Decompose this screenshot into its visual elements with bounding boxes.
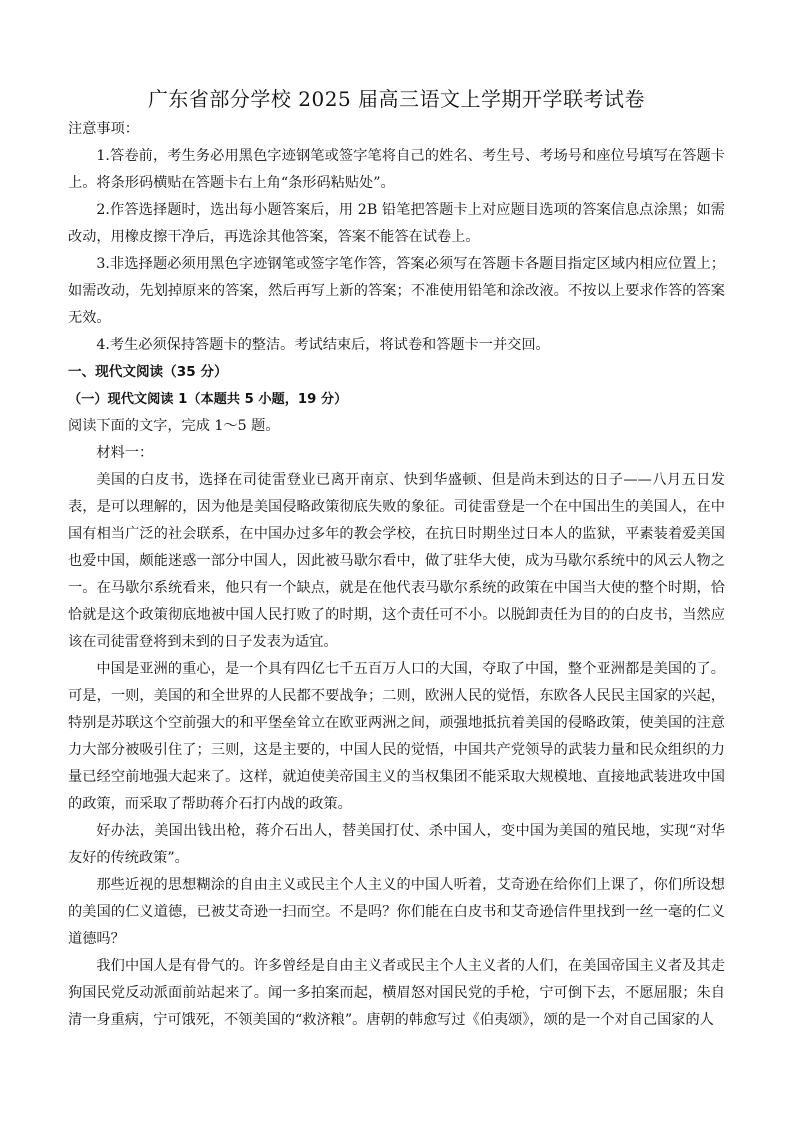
passage-paragraph: 好办法，美国出钱出枪，蒋介石出人，替美国打仗、杀中国人，变中国为美国的殖民地，实现“对华友好的传统政策”。: [68, 823, 725, 866]
note-item: 4.考生必须保持答题卡的整洁。考试结束后，将试卷和答题卡一并交回。: [96, 337, 550, 353]
reading-instruction: 阅读下面的文字，完成 1～5 题。: [68, 418, 280, 434]
passage-paragraph: 那些近视的思想糊涂的自由主义或民主个人主义的中国人听着，艾奇逊在给你们上课了，你们所设想的美国的仁义道德，已被艾奇逊一扫而空。不是吗？你们能在白皮书和艾奇逊信件里找到一丝一毫的仁义道德吗？: [68, 877, 725, 947]
section-heading: 一、现代文阅读（35 分）: [68, 364, 228, 380]
passage-paragraph: 美国的白皮书，选择在司徒雷登业已离开南京、快到华盛顿、但是尚未到达的日子——八月五日发表，是可以理解的，因为他是美国侵略政策彻底失败的象征。司徒雷登是一个在中国出生的美国人，在中国有相当广泛的社会联系，在中国办过多年的教会学校，在抗日时期坐过日本人的监狱，平素装着爱美国也爱中国，颇能迷惑一部分中国人，因此被马歇尔看中，做了驻华大使，成为马歇尔系统中的风云人物之一。在马歇尔系统看来，他只有一个缺点，就是在他代表马歇尔系统的政策在中国当大使的整个时期，恰恰就是这个政策彻底地被中国人民打败了的时期，这个责任可不小。以脱卸责任为目的的白皮书，当然应该在司徒雷登将到未到的日子发表为适宜。: [68, 472, 725, 650]
notes-heading: 注意事项：: [68, 121, 139, 137]
material-label: 材料一：: [96, 445, 154, 461]
exam-title: 广东省部分学校 2025 届高三语文上学期开学联考试卷: [147, 87, 646, 111]
passage-paragraph: 中国是亚洲的重心，是一个具有四亿七千五百万人口的大国，夺取了中国，整个亚洲都是美国的了。可是，一则，美国的和全世界的人民都不要战争；二则，欧洲人民的觉悟，东欧各人民民主国家的兴起，特别是苏联这个空前强大的和平堡垒耸立在欧亚两洲之间，顽强地抵抗着美国的侵略政策，使美国的注意力大部分被吸引住了；三则，这是主要的，中国人民的觉悟，中国共产党领导的武装力量和民众组织的力量已经空前地强大起来了。这样，就迫使美帝国主义的当权集团不能采取大规模地、直接地武装进攻中国的政策，而采取了帮助蒋介石打内战的政策。: [68, 661, 725, 812]
note-item: 3.非选择题必须用黑色字迹钢笔或签字笔作答，答案必须写在答题卡各题目指定区域内相应位置上；如需改动，先划掉原来的答案，然后再写上新的答案；不准使用铅笔和涂改液。不按以上要求作答的答案无效。: [68, 256, 725, 326]
subsection-heading: （一）现代文阅读 1（本题共 5 小题，19 分）: [68, 392, 348, 407]
note-item: 2.作答选择题时，选出每小题答案后，用 2B 铅笔把答题卡上对应题目选项的答案信息点涂黑；如需改动，用橡皮擦干净后，再选涂其他答案，答案不能答在试卷上。: [68, 202, 725, 245]
note-item: 1.答卷前，考生务必用黑色字迹钢笔或签字笔将自己的姓名、考生号、考场号和座位号填写在答题卡上。将条形码横贴在答题卡右上角“条形码粘贴处”。: [68, 148, 725, 191]
passage-paragraph: 我们中国人是有骨气的。许多曾经是自由主义者或民主个人主义者的人们，在美国帝国主义者及其走狗国民党反动派面前站起来了。闻一多拍案而起，横眉怒对国民党的手枪，宁可倒下去，不愿屈服；朱自清一身重病，宁可饿死，不领美国的“救济粮”。唐朝的韩愈写过《伯夷颂》，颂的是一个对自己国家的人: [68, 958, 725, 1028]
